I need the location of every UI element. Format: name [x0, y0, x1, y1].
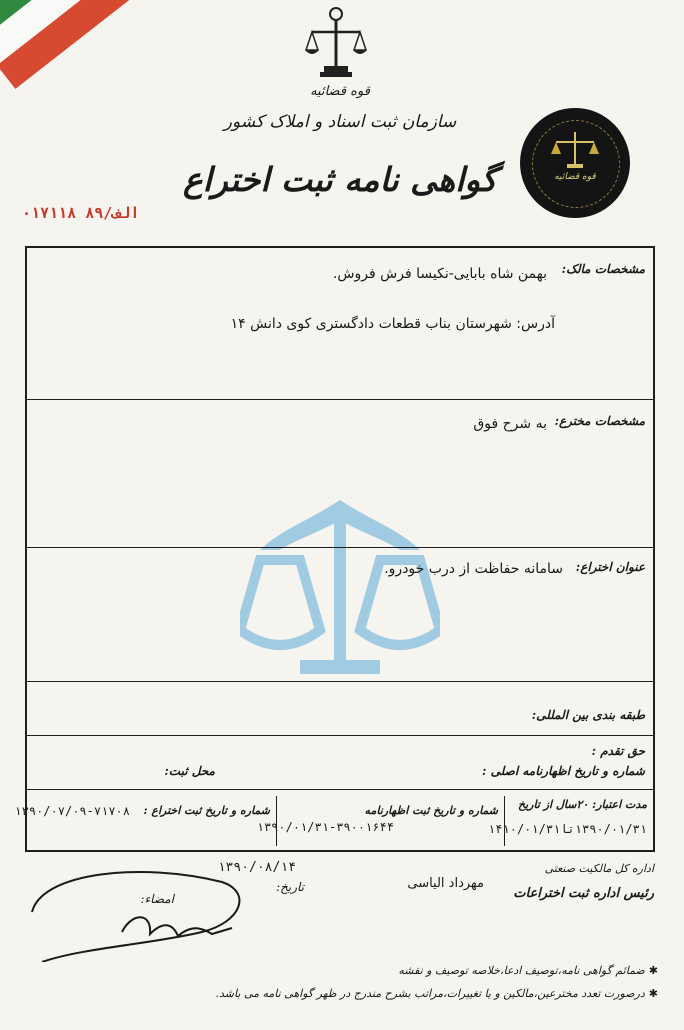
- office-sub-label: رئیس اداره ثبت اختراعات: [513, 886, 654, 901]
- certificate-title: گواهی نامه ثبت اختراع: [182, 160, 498, 199]
- note-attachments: ✱ضمائم گواهی نامه،توصیف ادعا،خلاصه توصیف و نقشه: [398, 964, 658, 977]
- validity-value: ۱۳۹۰/۰۱/۳۱تا۱۴۱۰/۰۱/۳۱: [488, 822, 647, 836]
- inventor-label: مشخصات مخترع:: [554, 414, 645, 428]
- seal-scales-icon: [550, 130, 600, 170]
- signature-label: امضاء:: [140, 892, 174, 906]
- title-section: [27, 548, 653, 682]
- footer: [0, 852, 684, 1030]
- registration-value: ۱۳۹۰/۰۷/۰۹-۷۱۷۰۸: [14, 804, 130, 818]
- certificate-form: [14, 246, 655, 852]
- owner-section: [27, 248, 653, 400]
- organization-title: سازمان ثبت اسناد و املاک کشور: [223, 112, 457, 132]
- scales-emblem-icon: [304, 4, 368, 84]
- registration-label: شماره و تاریخ ثبت اختراع :: [143, 804, 270, 817]
- classification-label: طبقه بندی بین المللی:: [531, 708, 645, 722]
- priority-label: حق تقدم :: [591, 744, 645, 758]
- registration-place-label: محل ثبت:: [164, 764, 215, 778]
- declaration-label: شماره و تاریخ ثبت اظهارنامه: [364, 804, 498, 817]
- declaration-cell: [256, 796, 505, 846]
- notes: [28, 964, 658, 1010]
- official-name: مهرداد الیاسی: [407, 876, 484, 891]
- registration-section: [14, 790, 653, 854]
- serial-number: الف/۸۹ ۰۱۷۱۱۸: [22, 204, 140, 222]
- bullet-icon: ✱: [648, 987, 658, 1000]
- judiciary-label: قوه قضائیه: [310, 84, 370, 99]
- invention-title-label: عنوان اختراع:: [575, 560, 645, 574]
- hologram-seal: [520, 108, 630, 218]
- date-value: ۱۳۹۰/۰۸/۱۴: [217, 860, 296, 875]
- bullet-icon: ✱: [648, 964, 658, 977]
- validity-label: مدت اعتبار: ۲۰سال از تاریخ: [518, 798, 647, 811]
- note-multiple-owners: ✱درصورت تعدد مخترعین،مالکین و یا تغییرات،مراتب بشرح مندرج در ظهر گواهی نامه می باشد.: [215, 987, 658, 1000]
- owner-label: مشخصات مالک:: [561, 262, 645, 276]
- validity-cell: [488, 796, 653, 846]
- office-label: اداره کل مالکیت صنعتی: [544, 862, 654, 875]
- address-value: آدرس: شهرستان بناب قطعات دادگستری کوی دانش ۱۴: [230, 316, 555, 332]
- seal-text: قوه قضائیه: [554, 172, 596, 182]
- priority-section: [27, 736, 653, 790]
- date-label: تاریخ:: [276, 880, 304, 894]
- handwritten-signature: [22, 852, 262, 962]
- owner-value: بهمن شاه بابایی-نکیسا فرش فروش.: [332, 266, 547, 282]
- classification-section: [27, 682, 653, 736]
- declaration-value: ۱۳۹۰/۰۱/۳۱-۳۹۰۰۱۶۴۴: [256, 820, 394, 834]
- application-label: شماره و تاریخ اظهارنامه اصلی :: [482, 764, 645, 778]
- header: [0, 0, 684, 240]
- invention-title-value: سامانه حفاظت از درب خودرو.: [384, 561, 563, 577]
- inventor-value: به شرح فوق: [473, 416, 547, 432]
- registration-cell: [14, 796, 277, 846]
- inventor-section: [27, 400, 653, 548]
